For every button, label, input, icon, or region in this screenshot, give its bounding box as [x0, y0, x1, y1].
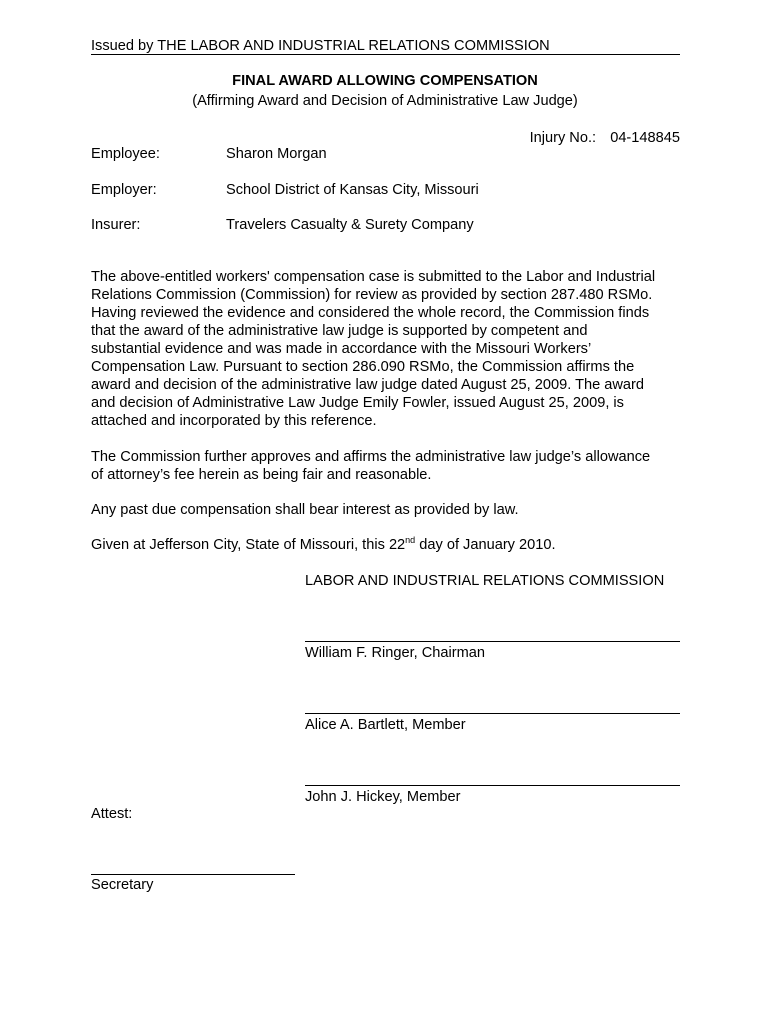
injury-number-label: Injury No.:	[529, 130, 597, 146]
paragraph-line: that the award of the administrative law judge is supported by competent and	[91, 323, 588, 339]
signature-line-member-1	[305, 713, 680, 714]
signatory-member-2: John J. Hickey, Member	[305, 789, 461, 805]
document-title: FINAL AWARD ALLOWING COMPENSATION	[232, 73, 538, 89]
signatory-member-1: Alice A. Bartlett, Member	[305, 717, 466, 733]
signature-line-chairman	[305, 641, 680, 642]
party-label-employee: Employee:	[91, 146, 160, 162]
paragraph-line: award and decision of the administrative law judge dated August 25, 2009. The award	[91, 377, 645, 393]
attorney-fee-paragraph	[91, 448, 691, 484]
injury-number: 04-148845	[610, 130, 680, 146]
party-label-employer: Employer:	[91, 182, 157, 198]
party-value-employee: Sharon Morgan	[226, 146, 327, 162]
paragraph-line: Relations Commission (Commission) for review as provided by section 287.480 RSMo.	[91, 287, 653, 303]
paragraph-line: The Commission further approves and affirms the administrative law judge’s allowance	[91, 449, 651, 465]
party-value-insurer: Travelers Casualty & Surety Company	[226, 217, 474, 233]
issuer-header-text: Issued by THE LABOR AND INDUSTRIAL RELATIONS COMMISSION	[91, 38, 550, 54]
attest-label: Attest:	[91, 806, 133, 822]
paragraph-line: attached and incorporated by this reference.	[91, 413, 377, 429]
decision-paragraph	[91, 268, 691, 430]
paragraph-line: Compensation Law. Pursuant to section 286.090 RSMo, the Commission affirms the	[91, 359, 635, 375]
commission-name: LABOR AND INDUSTRIAL RELATIONS COMMISSION	[305, 573, 665, 589]
interest-paragraph: Any past due compensation shall bear interest as provided by law.	[91, 502, 519, 518]
paragraph-line: substantial evidence and was made in accordance with the Missouri Workers’	[91, 341, 592, 357]
signature-line-member-2	[305, 785, 680, 786]
given-text-before: Given at Jefferson City, State of Missouri, this 22	[91, 537, 406, 553]
paragraph-line: Having reviewed the evidence and considered the whole record, the Commission finds	[91, 305, 650, 321]
issuer-header	[91, 38, 680, 55]
paragraph-line: of attorney’s fee herein as being fair and reasonable.	[91, 467, 432, 483]
signatory-chairman: William F. Ringer, Chairman	[305, 645, 486, 661]
given-date-suffix: nd	[405, 535, 416, 546]
injury-number-line	[530, 130, 680, 146]
party-value-employer: School District of Kansas City, Missouri	[226, 182, 479, 198]
given-date-line	[91, 537, 556, 553]
party-label-insurer: Insurer:	[91, 217, 141, 233]
document-subtitle: (Affirming Award and Decision of Administrative Law Judge)	[192, 93, 578, 109]
paragraph-line: The above-entitled workers' compensation case is submitted to the Labor and Industrial	[91, 269, 656, 285]
given-text-after: day of January 2010.	[415, 537, 556, 553]
secretary-label: Secretary	[91, 877, 154, 893]
signature-line-secretary	[91, 874, 295, 875]
paragraph-line: and decision of Administrative Law Judge Emily Fowler, issued August 25, 2009, is	[91, 395, 624, 411]
